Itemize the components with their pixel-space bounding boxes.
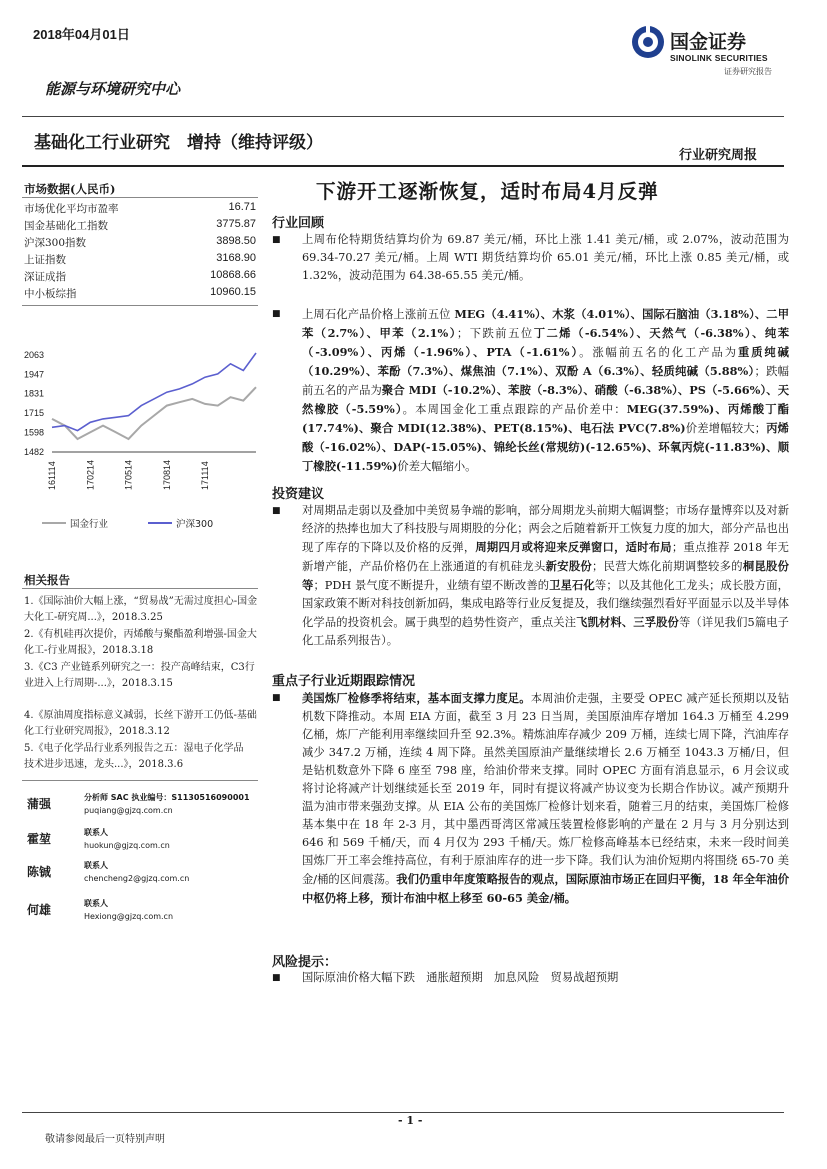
section-industry-review: 行业回顾 xyxy=(272,216,325,231)
brand-subtitle: 证券研究报告 xyxy=(724,67,772,76)
market-row xyxy=(24,235,256,252)
paragraph-risk: 国际原油价格大幅下跌 通胀超预期 加息风险 贸易战超预期 xyxy=(302,971,619,984)
index-line-chart xyxy=(22,345,262,540)
footer-divider xyxy=(22,1112,784,1113)
related-report-item[interactable]: 1.《国际油价大幅上涨，“贸易战”无需过度担心-国金大化工-研究周...》，2018.3.25 xyxy=(24,596,258,623)
market-row-value: 3168.90 xyxy=(216,252,256,264)
report-type: 行业研究周报 xyxy=(679,148,758,163)
y-tick-label: 1715 xyxy=(24,408,45,419)
market-row-value: 3898.50 xyxy=(216,235,256,247)
analyst-email[interactable]: huokun@gjzq.com.cn xyxy=(84,841,170,850)
analyst-name: 蒲强 xyxy=(27,797,52,811)
market-row-value: 3775.87 xyxy=(216,218,256,230)
brand-cn: 国金证券 xyxy=(670,31,747,53)
analyst-role: 联系人 xyxy=(84,899,108,908)
industry-rating: 基础化工行业研究 增持（维持评级） xyxy=(34,133,323,153)
x-tick-label: 170214 xyxy=(85,459,96,490)
x-tick-label: 171114 xyxy=(200,461,210,490)
market-row xyxy=(24,286,256,303)
market-row-value: 10868.66 xyxy=(210,269,256,281)
related-report-item[interactable]: 4.《原油周度指标意义减弱，长丝下游开工仍低-基础化工行业研究周报》，2018.3.12 xyxy=(24,710,257,737)
disclaimer-note: 敬请参阅最后一页特别声明 xyxy=(45,1134,165,1145)
bullet-icon: ■ xyxy=(272,973,281,983)
section-risk: 风险提示： xyxy=(272,955,338,970)
market-divider-bottom xyxy=(22,305,258,306)
analyst-role: 联系人 xyxy=(84,861,108,870)
department: 能源与环境研究中心 xyxy=(45,80,181,98)
analyst-divider xyxy=(22,780,258,781)
y-tick-label: 1947 xyxy=(24,369,45,380)
market-row-label: 市场优化平均市盈率 xyxy=(24,203,119,215)
market-divider xyxy=(22,197,258,198)
market-row xyxy=(24,269,256,286)
bullet-icon: ■ xyxy=(272,693,281,703)
y-tick-label: 1482 xyxy=(24,447,45,457)
paragraph-investment: 对周期品走弱以及叠加中美贸易争端的影响，部分周期龙头前期大幅调整；市场存量博弈以及对新经济的热捧也加大了科技股与周期股的分化；两会之后随着新开工恢复力度的加大，部分产品也出现了库存的下降以及价格的反弹，周期四月或将迎来反弹窗口，适时布局；重点推荐 2018 年无新增产能，产品价格仍在上涨通道的有机硅龙头新安股份；民营大炼化前期调整较多的桐昆股份等；PDH 景气度不断提升，业绩有望不断改善的卫星石化等；以及其他化工龙头；成长股方面，国家政策不断对科技创新加码，集成电路等行业反复提及，我们继续强烈看好平面显示以及半导体化学品的投资机会。属于典型的趋势性资产，重点关注飞凯材料、三孚股份等（详见我们5篇电子化工品系列报告）。 xyxy=(302,504,789,647)
legend-label: 国金行业 xyxy=(70,519,109,530)
market-row-label: 上证指数 xyxy=(24,254,66,266)
market-row-value: 10960.15 xyxy=(210,286,256,298)
report-title: 下游开工逐渐恢复，适时布局4月反弹 xyxy=(316,180,659,203)
analyst-info xyxy=(84,791,250,817)
brand-en: SINOLINK SECURITIES xyxy=(670,53,768,63)
bullet-icon: ■ xyxy=(272,309,281,319)
related-divider xyxy=(22,588,258,589)
bullet-icon: ■ xyxy=(272,506,281,516)
series-line-hs300 xyxy=(52,353,256,431)
analyst-role: 分析师 SAC 执业编号：S1130516090001 xyxy=(84,793,250,802)
market-row-label: 深证成指 xyxy=(24,271,66,283)
analyst-name: 何雄 xyxy=(27,903,52,917)
analyst-email[interactable]: puqiang@gjzq.com.cn xyxy=(84,806,173,815)
section-investment-advice: 投资建议 xyxy=(272,487,325,502)
analyst-name: 陈铖 xyxy=(27,865,52,879)
x-tick-label: 161114 xyxy=(47,461,57,490)
paragraph-oil-price: 上周布伦特期货结算均价为 69.87 美元/桶，环比上涨 1.41 美元/桶，或 2.07%，波动范围为 69.34-70.27 美元/桶。上周 WTI 期货结算均价 65.01 美元/桶，环比上涨 0.85 美元/桶，或 1.32%，波动范围为 64.38-65.55 美元/桶。 xyxy=(302,233,789,282)
analyst-info xyxy=(84,826,170,852)
paragraph-refinery: 美国炼厂检修季将结束，基本面支撑力度足。本周油价走强，主要受 OPEC 减产延长预期以及钻机数下降推动。本周 EIA 方面，截至 3 月 23 日当周，美国原油库存增加 164.3 万桶至 4.299 亿桶，炼厂产能利用率继续回升至 92.3%。精炼油库存减少 209 万桶，连续七周下降，汽油库存减少 347.2 万桶，连续 4 周下降。虽然美国原油产量继续增长 2.6 万桶至 1043.3 万桶/日，但是钻机数意外下降 6 座至 798 座，给油价带来支撑。同时 OPEC 方面有消息显示，6 月会议或将讨论将减产计划继续延长至 2019 年，同时有提议将减产协议变为长期合作协议。减产预期升温为油市带来强劲支撑。从 EIA 公布的美国炼厂检修计划来看，随着三月的结束，美国炼厂检修基本集中在 18 年 2-3 月，其中墨西哥湾区常减压装置检修影响的产量在 2 月与 3 月分别达到 646 和 569 千桶/天，而 4 月仅为 293 千桶/天。炼厂检修高峰基本已经结束，未来一段时间美国炼厂开工率会维持高位，有利于原油库存的进一步下降。我们认为油价短期内将围绕 65-70 美金/桶的区间震荡。我们仍重申年度策略报告的观点，国际原油市场正在回归平衡，18 年全年油价中枢仍将上移，预计布油中枢上移至 60-65 美金/桶。 xyxy=(302,691,789,905)
related-report-item[interactable]: 2.《有机硅再次提价，丙烯酸与聚酯盈利增强-国金大化工-行业周报》，2018.3.18 xyxy=(24,629,257,656)
related-report-item[interactable]: 5.《电子化学品行业系列报告之五：湿电子化学品 技术进步迅速，龙头...》，2018.3.6 xyxy=(24,743,254,770)
y-tick-label: 1831 xyxy=(24,388,45,399)
analyst-email[interactable]: Hexiong@gjzq.com.cn xyxy=(84,912,174,921)
analyst-email[interactable]: chencheng2@gjzq.com.cn xyxy=(84,874,190,883)
series-line-industry xyxy=(52,387,256,439)
page-number: - 1 - xyxy=(398,1114,423,1127)
legend-label: 沪深300 xyxy=(176,519,214,530)
analyst-role: 联系人 xyxy=(84,828,108,837)
y-tick-label: 2063 xyxy=(24,350,45,360)
section-subsector-tracking: 重点子行业近期跟踪情况 xyxy=(272,674,416,689)
market-row-value: 16.71 xyxy=(228,201,256,213)
brand-logo xyxy=(630,22,800,77)
market-data-title: 市场数据(人民币) xyxy=(24,182,116,196)
related-reports-title: 相关报告 xyxy=(24,573,70,587)
x-tick-label: 170514 xyxy=(123,459,134,490)
x-tick-label: 170814 xyxy=(161,459,172,490)
header-divider xyxy=(22,116,784,117)
bullet-icon: ■ xyxy=(272,235,281,245)
index-chart xyxy=(22,345,262,540)
market-row xyxy=(24,201,256,218)
related-report-item[interactable]: 3.《C3 产业链系列研究之一：投产高峰结束，C3行业进入上行周期-...》，2018.3.15 xyxy=(24,662,255,689)
report-date: 2018年04月01日 xyxy=(33,27,130,42)
y-tick-label: 1598 xyxy=(24,427,45,438)
sinolink-logo-icon xyxy=(630,24,666,60)
header-divider-2 xyxy=(22,165,784,167)
market-row-label: 沪深300指数 xyxy=(24,237,87,249)
analyst-info xyxy=(84,859,189,885)
paragraph-product-prices: 上周石化产品价格上涨前五位 MEG（4.41%）、木浆（4.01%）、国际石脑油（3.18%）、二甲苯（2.7%）、甲苯（2.1%）；下跌前五位丁二烯（-6.54%）、天然气（-6.38%）、纯苯（-3.09%）、丙烯（-1.96%）、PTA（-1.61%）。涨幅前五名的化工产品为重质纯碱（10.29%）、苯酚（7.3%）、煤焦油（7.1%）、双酚 A（6.3%）、轻质纯碱（5.88%）；跌幅前五名的产品为聚合 MDI（-10.2%）、苯胺（-8.3%）、硝酸（-6.38%）、PS（-5.66%）、天然橡胶（-5.59%）。本周国金化工重点跟踪的产品价差中：MEG(37.59%)、丙烯酸丁酯(17.74%)、聚合 MDI(12.38%)、PET(8.15%)、电石法 PVC(7.8%)价差增幅较大；丙烯酸（-16.02%）、DAP(-15.05%)、锦纶长丝(常规纺)(-12.65%)、环氧丙烷(-11.83%)、顺丁橡胶(-11.59%)价差大幅缩小。 xyxy=(302,307,790,473)
market-row xyxy=(24,252,256,269)
market-row-label: 国金基础化工指数 xyxy=(24,220,108,232)
market-row-label: 中小板综指 xyxy=(24,288,77,300)
market-row xyxy=(24,218,256,235)
analyst-name: 霍堃 xyxy=(27,832,52,846)
analyst-info xyxy=(84,897,173,923)
